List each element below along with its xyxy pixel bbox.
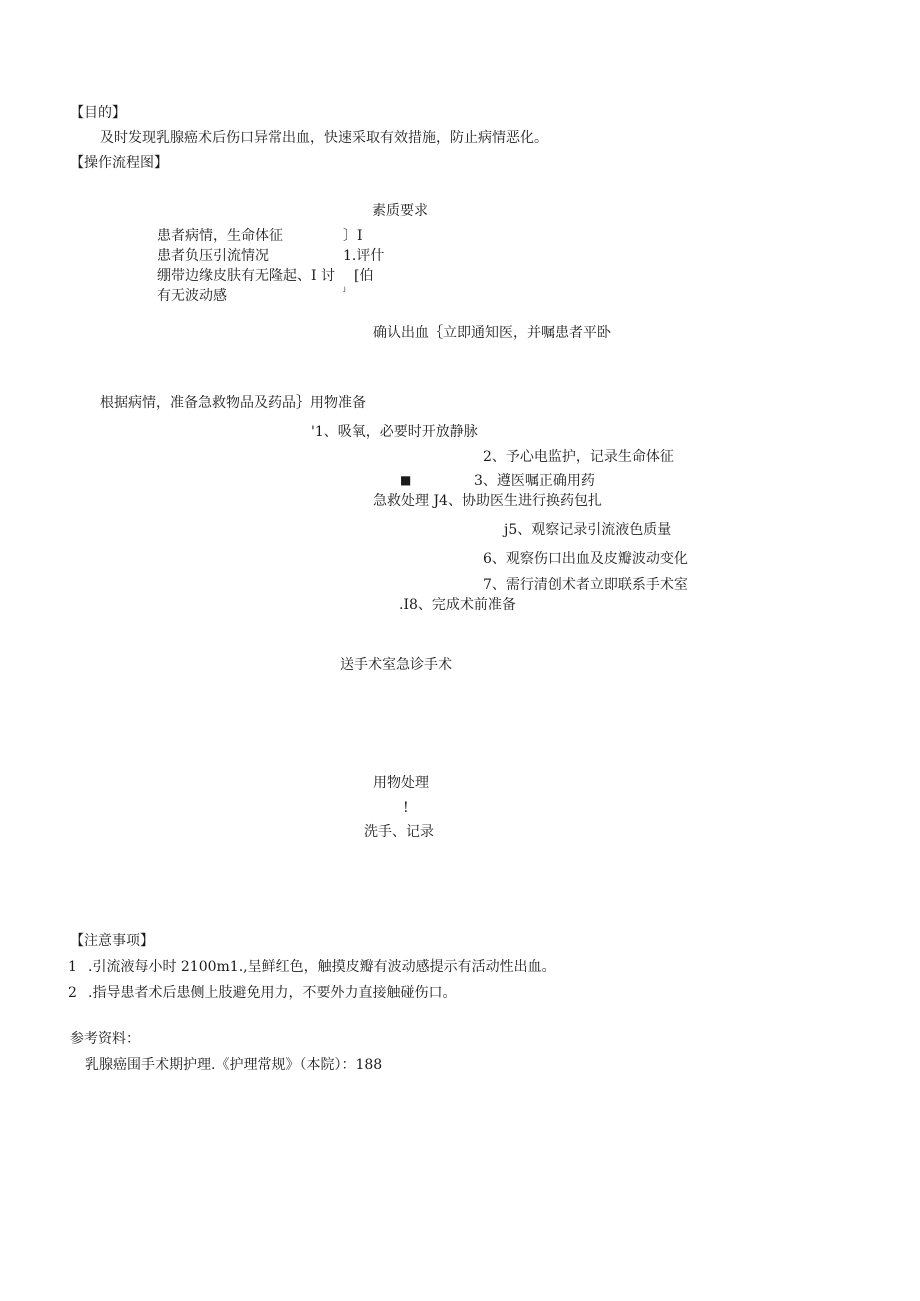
flow-wash: 洗手、记录 xyxy=(364,824,434,840)
flow-heading: 【操作流程图】 xyxy=(70,155,168,171)
assess-item: 患者负压引流情况 xyxy=(157,248,269,264)
flow-confirm: 确认出血｛立即通知医，并嘱患者平卧 xyxy=(373,325,611,341)
note-text: .指导患者术后患侧上肢避免用力，不要外力直接触碰伤口。 xyxy=(88,985,457,1001)
emergency-step: 2、予心电监护，记录生命体征 xyxy=(483,449,674,465)
assess-bracket: 〕I xyxy=(343,228,363,244)
flow-arrow-mark: ! xyxy=(403,800,409,816)
bullet-square-icon: ■ xyxy=(400,473,412,487)
assess-bracket: 1.评什 xyxy=(343,248,385,264)
emergency-step: j5、观察记录引流液色质量 xyxy=(504,522,672,538)
assess-item: 患者病情，生命体征 xyxy=(157,228,283,244)
flow-prepare: 根据病情，准备急救物品及药品｝用物准备 xyxy=(100,395,366,411)
notes-heading: 【注意事项】 xyxy=(70,933,154,949)
flow-quality: 素质要求 xyxy=(372,203,428,219)
reference-label: 参考资料： xyxy=(70,1031,140,1047)
emergency-step: 急救处理 J4、协助医生进行换药包扎 xyxy=(373,493,602,509)
assess-bracket: ʲ xyxy=(343,286,346,297)
emergency-step: 3、遵医嘱正确用药 xyxy=(474,473,595,489)
assess-bracket: [伯 xyxy=(354,268,374,284)
note-number: 2 xyxy=(68,985,77,1001)
flow-disposal: 用物处理 xyxy=(373,775,429,791)
emergency-step: 7、需行清创术者立即联系手术室 xyxy=(483,577,688,593)
note-text: .引流液每小时 2100m1.,呈鲜红色，触摸皮瓣有波动感提示有活动性出血。 xyxy=(88,959,556,975)
assess-item: 绷带边缘皮肤有无隆起、I 讨 xyxy=(157,268,335,284)
note-number: 1 xyxy=(68,959,77,975)
reference-text: 乳腺癌围手术期护理.《护理常规》（本院）：188 xyxy=(85,1057,383,1073)
purpose-text: 及时发现乳腺癌术后伤口异常出血，快速采取有效措施，防止病情恶化。 xyxy=(100,130,548,146)
assess-item: 有无波动感 xyxy=(157,288,227,304)
emergency-step: '1、吸氧，必要时开放静脉 xyxy=(311,424,478,440)
emergency-step: 6、观察伤口出血及皮瓣波动变化 xyxy=(483,551,688,567)
purpose-heading: 【目的】 xyxy=(70,105,126,121)
emergency-step: .I8、完成术前准备 xyxy=(399,597,516,613)
flow-send: 送手术室急诊手术 xyxy=(340,657,452,673)
